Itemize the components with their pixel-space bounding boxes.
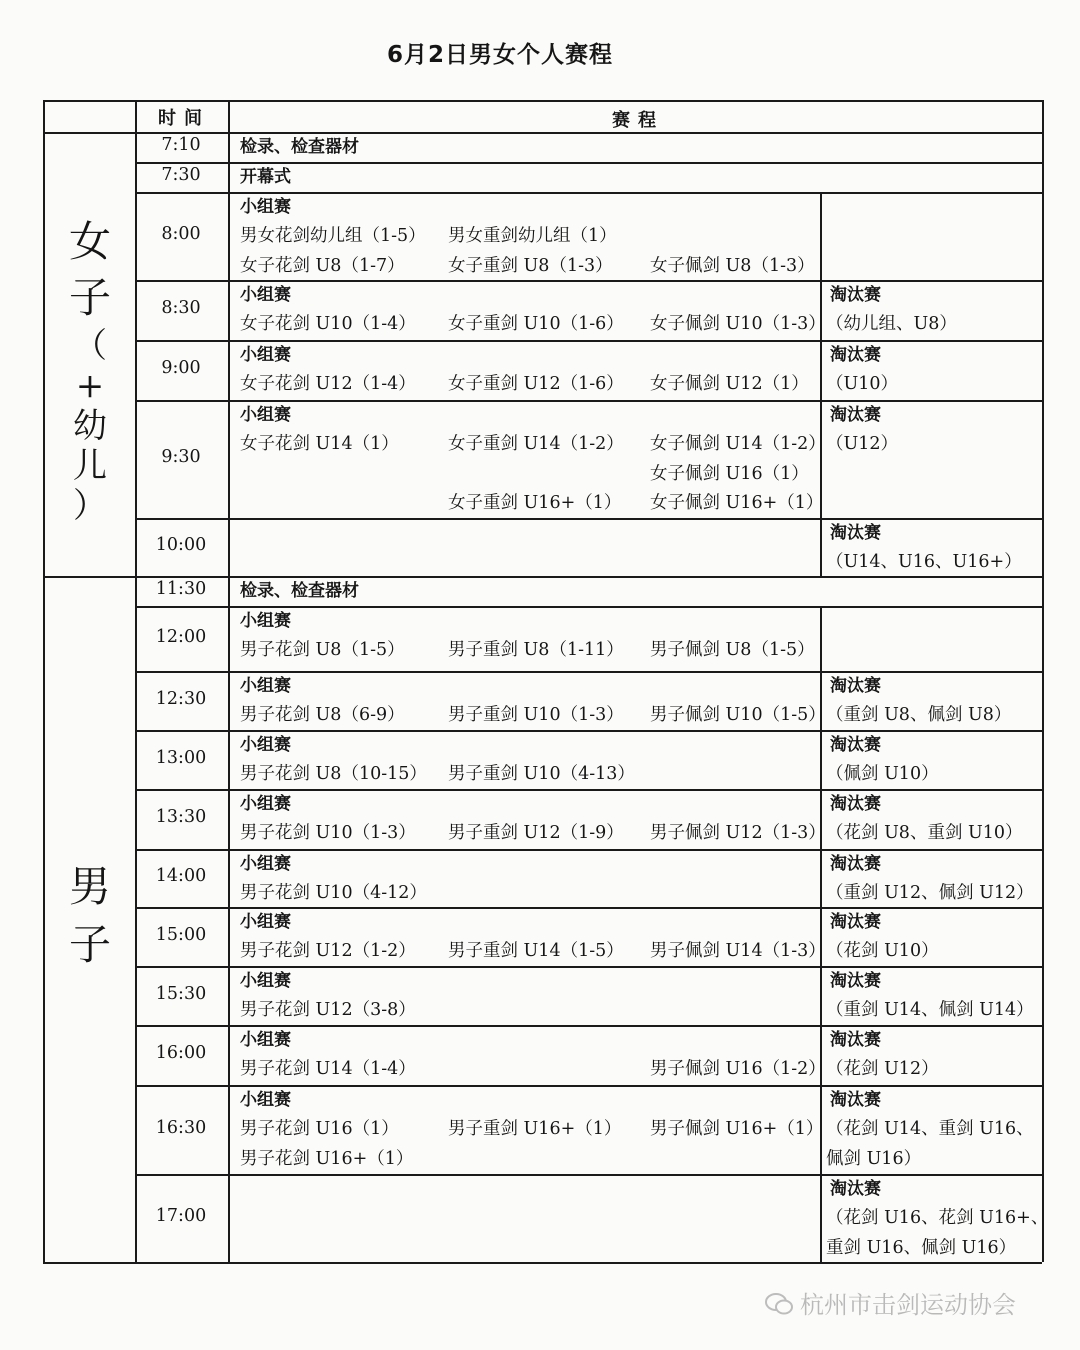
knockout-label: 淘汰赛 bbox=[830, 794, 881, 814]
event-entry: 女子花剑 U10（1-4） bbox=[240, 314, 416, 334]
event-entry: 女子佩剑 U14（1-2） bbox=[650, 434, 826, 454]
event-entry: 男子重剑 U8（1-11） bbox=[448, 640, 624, 660]
knockout-detail: 佩剑 U16） bbox=[826, 1148, 922, 1169]
knockout-label: 淘汰赛 bbox=[830, 523, 881, 543]
time-cell: 12:00 bbox=[155, 626, 207, 647]
row-divider bbox=[135, 1174, 1042, 1176]
time-cell: 8:00 bbox=[161, 224, 201, 244]
watermark-text: 杭州市击剑运动协会 bbox=[800, 1291, 1016, 1319]
knockout-detail: （花剑 U8、重剑 U10） bbox=[826, 823, 1023, 843]
knockout-label: 淘汰赛 bbox=[830, 405, 881, 425]
knockout-detail: （U12） bbox=[826, 434, 899, 454]
schedule-note: 开幕式 bbox=[240, 167, 291, 187]
group-stage-label: 小组赛 bbox=[240, 735, 291, 755]
event-entry: 男子花剑 U16+（1） bbox=[240, 1148, 414, 1169]
column-divider bbox=[820, 192, 822, 280]
event-entry: 男子佩剑 U16（1-2） bbox=[650, 1059, 826, 1079]
group-stage-label: 小组赛 bbox=[240, 405, 291, 425]
schedule-note: 检录、检查器材 bbox=[240, 137, 359, 157]
group-stage-label: 小组赛 bbox=[240, 285, 291, 305]
side-char: 男 bbox=[68, 862, 111, 911]
column-divider bbox=[820, 340, 822, 400]
time-cell: 7:10 bbox=[161, 135, 201, 155]
header-time: 时间 bbox=[158, 108, 210, 129]
event-entry: 女子佩剑 U10（1-3） bbox=[650, 314, 826, 334]
event-entry: 男女花剑幼儿组（1-5） bbox=[240, 226, 426, 246]
knockout-label: 淘汰赛 bbox=[830, 285, 881, 305]
group-stage-label: 小组赛 bbox=[240, 1030, 291, 1050]
event-entry: 女子花剑 U8（1-7） bbox=[240, 255, 405, 276]
time-cell: 7:30 bbox=[161, 165, 201, 185]
time-cell: 14:00 bbox=[155, 866, 207, 886]
group-stage-label: 小组赛 bbox=[240, 854, 291, 874]
group-stage-label: 小组赛 bbox=[240, 197, 291, 217]
header-schedule: 赛程 bbox=[612, 110, 664, 131]
side-label-women bbox=[45, 214, 135, 526]
event-entry: 女子佩剑 U16+（1） bbox=[650, 493, 824, 513]
event-entry: 女子重剑 U16+（1） bbox=[448, 493, 622, 513]
column-divider bbox=[820, 730, 822, 789]
event-entry: 男子花剑 U10（4-12） bbox=[240, 883, 427, 903]
knockout-detail: （U14、U16、U16+） bbox=[826, 552, 1022, 572]
knockout-label: 淘汰赛 bbox=[830, 735, 881, 755]
event-entry: 男子重剑 U10（1-3） bbox=[448, 705, 624, 725]
event-entry: 男子花剑 U8（10-15） bbox=[240, 764, 427, 784]
knockout-label: 淘汰赛 bbox=[830, 1090, 881, 1110]
knockout-label: 淘汰赛 bbox=[830, 1179, 881, 1199]
event-entry: 男子花剑 U8（1-5） bbox=[240, 640, 405, 660]
event-entry: 男子花剑 U12（1-2） bbox=[240, 941, 416, 961]
group-stage-label: 小组赛 bbox=[240, 971, 291, 991]
side-char: 儿 bbox=[73, 446, 107, 486]
column-divider bbox=[820, 966, 822, 1025]
wechat-icon bbox=[764, 1292, 794, 1316]
time-cell: 11:30 bbox=[155, 579, 207, 599]
event-entry: 女子佩剑 U12（1） bbox=[650, 374, 809, 394]
knockout-label: 淘汰赛 bbox=[830, 1030, 881, 1050]
event-entry: 男子花剑 U10（1-3） bbox=[240, 823, 416, 843]
event-entry: 男子佩剑 U14（1-3） bbox=[650, 941, 826, 961]
event-entry: 男子重剑 U12（1-9） bbox=[448, 823, 624, 843]
event-entry: 女子重剑 U14（1-2） bbox=[448, 434, 624, 454]
knockout-detail: （佩剑 U10） bbox=[826, 764, 939, 784]
knockout-detail: （幼儿组、U8） bbox=[826, 314, 957, 334]
time-cell: 13:00 bbox=[155, 747, 207, 768]
group-stage-label: 小组赛 bbox=[240, 1090, 291, 1110]
time-cell: 9:30 bbox=[161, 447, 201, 467]
table-border bbox=[1042, 100, 1044, 1262]
side-char: 女 bbox=[68, 217, 111, 266]
group-stage-label: 小组赛 bbox=[240, 676, 291, 696]
schedule-note: 检录、检查器材 bbox=[240, 581, 359, 601]
event-entry: 女子花剑 U12（1-4） bbox=[240, 374, 416, 394]
side-char: 子 bbox=[68, 273, 111, 322]
knockout-detail: （重剑 U14、佩剑 U14） bbox=[826, 1000, 1034, 1020]
event-entry: 女子花剑 U14（1） bbox=[240, 434, 399, 454]
knockout-detail: 重剑 U16、佩剑 U16） bbox=[826, 1237, 1017, 1258]
event-entry: 女子重剑 U10（1-6） bbox=[448, 314, 624, 334]
column-divider bbox=[820, 849, 822, 907]
event-entry: 男子佩剑 U10（1-5） bbox=[650, 705, 826, 725]
event-entry: 男子重剑 U16+（1） bbox=[448, 1119, 622, 1139]
event-entry: 男女重剑幼儿组（1） bbox=[448, 226, 617, 246]
knockout-detail: （花剑 U10） bbox=[826, 941, 939, 961]
time-cell: 15:00 bbox=[155, 924, 207, 945]
event-entry: 女子佩剑 U8（1-3） bbox=[650, 255, 815, 276]
header-divider bbox=[43, 132, 1042, 134]
event-entry: 男子花剑 U12（3-8） bbox=[240, 1000, 416, 1020]
column-divider bbox=[820, 518, 822, 576]
event-entry: 女子佩剑 U16（1） bbox=[650, 463, 809, 484]
time-cell: 16:30 bbox=[155, 1117, 207, 1138]
side-label-men bbox=[45, 858, 135, 974]
knockout-label: 淘汰赛 bbox=[830, 971, 881, 991]
group-stage-label: 小组赛 bbox=[240, 345, 291, 365]
event-entry: 男子花剑 U14（1-4） bbox=[240, 1059, 416, 1079]
side-char: （ bbox=[73, 326, 107, 366]
page-title: 6月2日男女个人赛程 bbox=[386, 42, 613, 68]
column-divider bbox=[820, 606, 822, 671]
event-entry: 男子佩剑 U12（1-3） bbox=[650, 823, 826, 843]
event-entry: 男子重剑 U10（4-13） bbox=[448, 764, 635, 784]
time-cell: 16:00 bbox=[155, 1043, 207, 1063]
watermark bbox=[764, 1285, 1016, 1320]
side-char: 子 bbox=[68, 920, 111, 969]
time-cell: 17:00 bbox=[155, 1206, 207, 1226]
event-entry: 男子花剑 U8（6-9） bbox=[240, 705, 405, 725]
knockout-detail: （花剑 U14、重剑 U16、 bbox=[826, 1119, 1034, 1139]
time-cell: 12:30 bbox=[155, 688, 207, 709]
time-cell: 13:30 bbox=[155, 807, 207, 827]
knockout-detail: （U10） bbox=[826, 374, 899, 394]
side-char: 幼 bbox=[73, 406, 107, 446]
table-border bbox=[43, 100, 1042, 102]
time-cell: 9:00 bbox=[161, 358, 201, 378]
event-entry: 男子花剑 U16（1） bbox=[240, 1119, 399, 1139]
column-divider bbox=[820, 1174, 822, 1262]
group-stage-label: 小组赛 bbox=[240, 794, 291, 814]
event-entry: 男子佩剑 U8（1-5） bbox=[650, 640, 815, 660]
knockout-detail: （重剑 U8、佩剑 U8） bbox=[826, 705, 1012, 725]
group-stage-label: 小组赛 bbox=[240, 912, 291, 932]
side-char: + bbox=[75, 366, 105, 406]
group-divider bbox=[43, 576, 135, 578]
knockout-label: 淘汰赛 bbox=[830, 676, 881, 696]
knockout-label: 淘汰赛 bbox=[830, 345, 881, 365]
side-char: ） bbox=[73, 486, 107, 526]
time-cell: 8:30 bbox=[161, 298, 201, 318]
knockout-label: 淘汰赛 bbox=[830, 912, 881, 932]
event-entry: 男子佩剑 U16+（1） bbox=[650, 1119, 824, 1139]
group-stage-label: 小组赛 bbox=[240, 611, 291, 631]
event-entry: 女子重剑 U8（1-3） bbox=[448, 255, 613, 276]
event-entry: 男子重剑 U14（1-5） bbox=[448, 941, 624, 961]
knockout-detail: （重剑 U12、佩剑 U12） bbox=[826, 883, 1034, 903]
event-entry: 女子重剑 U12（1-6） bbox=[448, 374, 624, 394]
knockout-detail: （花剑 U12） bbox=[826, 1059, 939, 1079]
column-divider bbox=[135, 100, 137, 1262]
knockout-label: 淘汰赛 bbox=[830, 854, 881, 874]
knockout-detail: （花剑 U16、花剑 U16+、 bbox=[826, 1208, 1049, 1228]
column-divider bbox=[228, 100, 230, 1262]
time-cell: 15:30 bbox=[155, 983, 207, 1004]
time-cell: 10:00 bbox=[155, 535, 207, 555]
